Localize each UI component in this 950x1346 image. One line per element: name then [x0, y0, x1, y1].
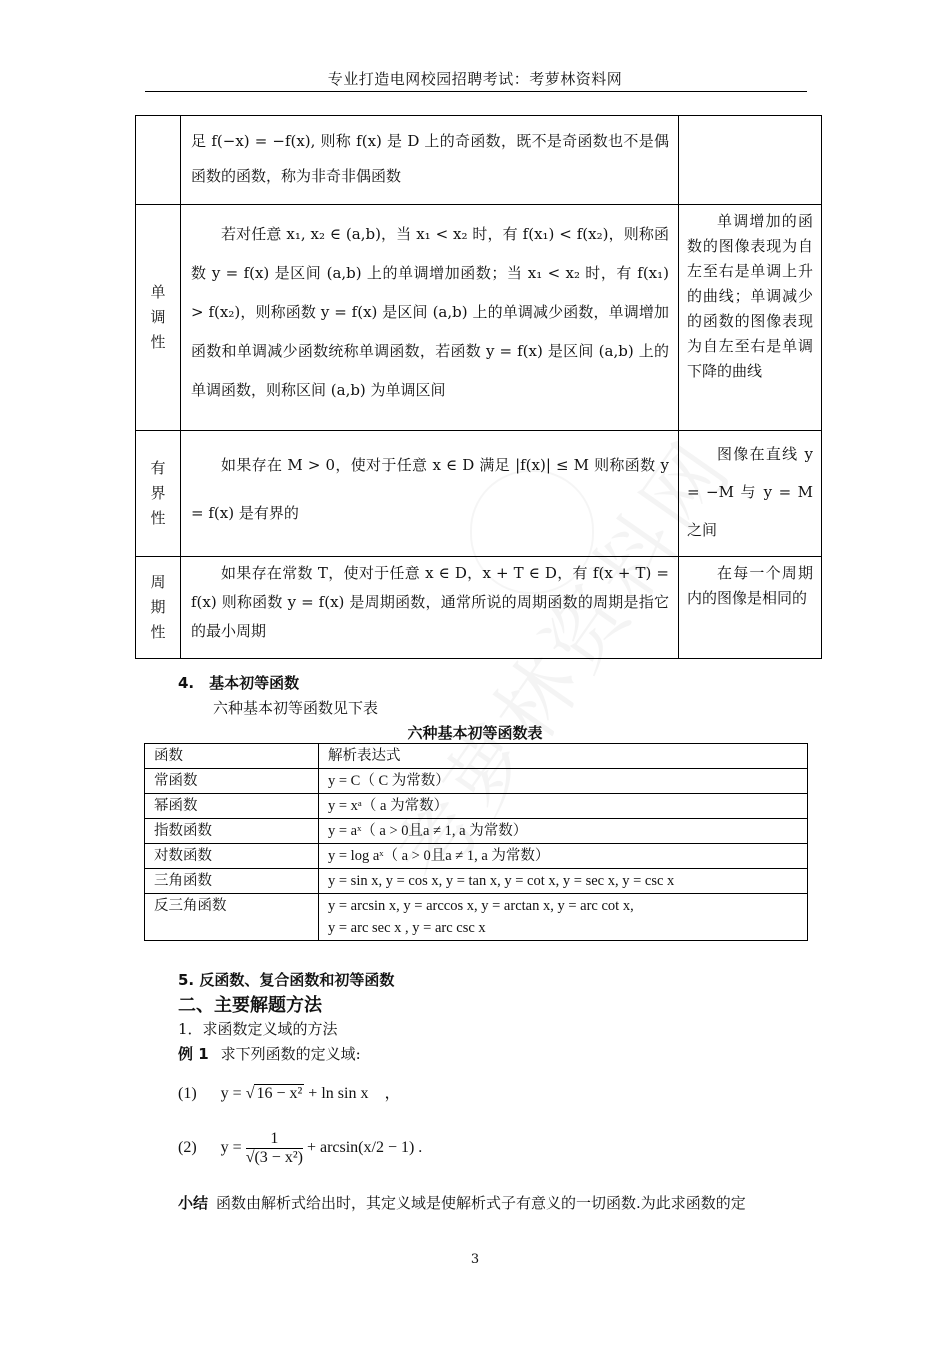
table-header-row — [145, 744, 808, 769]
function-name: 指数函数 — [145, 819, 319, 844]
example-text: 求下列函数的定义域: — [220, 1045, 361, 1063]
summary-line — [178, 1192, 813, 1213]
property-note: 图像在直线 y = −M 与 y = M 之间 — [687, 445, 813, 539]
property-label-cell — [136, 116, 181, 205]
function-expression: y = log aˣ（ a > 0且a ≠ 1, a 为常数） — [319, 844, 808, 869]
table-row — [136, 116, 822, 205]
formula-rest: + ln sin x ， — [308, 1085, 401, 1102]
elementary-functions-table — [144, 743, 808, 941]
section-heading-4: 4. 基本初等函数 — [178, 674, 300, 692]
property-definition: 若对任意 x₁, x₂ ∈ (a,b)，当 x₁ < x₂ 时，有 f(x₁) < f(x₂)，则称函数 y = f(x) 是区间 (a,b) 上的单调增加函数；当 x₁ < x₂ 时，有 f(x₁) > f(x₂)，则称函数 y = f(x) 是区间 (a,b) 上的单调减少函数，单调增加函数和单调减少函数统称单调函数，若函数 y = f(x) 是区间 (a,b) 上的单调函数，则称区间 (a,b) 为单调区间 — [191, 225, 669, 399]
formula-2 — [178, 1130, 422, 1167]
property-definition: 如果存在 M > 0，使对于任意 x ∈ D 满足 |f(x)| ≤ M 则称函数 y = f(x) 是有界的 — [191, 456, 669, 522]
table-row — [145, 769, 808, 794]
property-label: 有界性 — [150, 459, 166, 527]
section-heading-5: 5. 反函数、复合函数和初等函数 — [178, 971, 395, 989]
fraction — [246, 1130, 303, 1167]
formula-radicand: 16 − x² — [256, 1085, 303, 1102]
table-row — [136, 431, 822, 557]
summary-label: 小结 — [178, 1194, 209, 1212]
summary-text: 函数由解析式给出时，其定义域是使解析式子有意义的一切函数.为此求函数的定 — [216, 1194, 746, 1212]
page-header: 专业打造电网校园招聘考试：考萝林资料网 — [327, 70, 623, 88]
table-row — [145, 894, 808, 941]
table-row — [136, 205, 822, 431]
header-divider — [145, 91, 807, 92]
function-expression: y = arcsin x, y = arccos x, y = arctan x, y = arc cot x, — [328, 898, 634, 914]
example-label: 例 1 — [178, 1045, 209, 1063]
property-definition: 足 f(−x) = −f(x), 则称 f(x) 是 D 上的奇函数，既不是奇函数也不是偶函数的函数，称为非奇非偶函数 — [191, 132, 669, 185]
function-expression: y = sin x, y = cos x, y = tan x, y = cot x, y = sec x, y = csc x — [319, 869, 808, 894]
fraction-denominator: √(3 − x²) — [245, 1149, 303, 1166]
function-name: 三角函数 — [145, 869, 319, 894]
formula-lhs: y = — [220, 1139, 242, 1157]
table-row — [145, 794, 808, 819]
property-note-cell — [679, 431, 822, 557]
function-properties-table — [135, 115, 822, 659]
property-note-cell — [679, 557, 822, 659]
property-note-cell — [679, 116, 822, 205]
property-note: 单调增加的函数的图像表现为自左至右是单调上升的曲线；单调减少的函数的图像表现为自左至右是单调下降的曲线 — [687, 212, 813, 380]
property-definition-cell — [181, 431, 679, 557]
property-definition-cell — [181, 116, 679, 205]
property-label: 单调性 — [150, 283, 166, 351]
property-note — [679, 116, 821, 124]
formula-number: (2) — [178, 1139, 197, 1157]
property-note-cell — [679, 205, 822, 431]
example-line — [178, 1043, 361, 1064]
function-name: 幂函数 — [145, 794, 319, 819]
table-row — [136, 557, 822, 659]
function-name: 常函数 — [145, 769, 319, 794]
function-expression: y = aˣ（ a > 0且a ≠ 1, a 为常数） — [319, 819, 808, 844]
column-header: 解析表达式 — [319, 744, 808, 769]
function-expression-cell — [319, 894, 808, 941]
table-title: 六种基本初等函数表 — [407, 724, 543, 742]
table-row — [145, 819, 808, 844]
formula-rest: + arcsin(x/2 − 1) . — [306, 1139, 423, 1157]
property-note: 在每一个周期内的图像是相同的 — [687, 564, 813, 607]
property-label: 周期性 — [150, 573, 166, 641]
property-definition-cell — [181, 205, 679, 431]
property-definition-cell — [181, 557, 679, 659]
fraction-numerator: 1 — [270, 1130, 279, 1147]
page-number: 3 — [470, 1252, 480, 1267]
property-definition: 如果存在常数 T，使对于任意 x ∈ D，x + T ∈ D，有 f(x + T) = f(x) 则称函数 y = f(x) 是周期函数，通常所说的周期函数的周期是指它的最小周期 — [191, 564, 669, 640]
formula-1 — [178, 1080, 400, 1103]
method-heading: 1．求函数定义域的方法 — [178, 1020, 338, 1038]
section-intro: 六种基本初等函数见下表 — [213, 699, 379, 717]
sqrt-sign: √ — [245, 1085, 255, 1102]
property-label-cell — [136, 557, 181, 659]
formula-number: (1) — [178, 1085, 197, 1102]
table-row — [145, 869, 808, 894]
property-label-cell — [136, 205, 181, 431]
table-row — [145, 844, 808, 869]
function-expression: y = C（ C 为常数） — [319, 769, 808, 794]
formula-lhs: y = — [220, 1085, 242, 1102]
function-name: 对数函数 — [145, 844, 319, 869]
column-header: 函数 — [145, 744, 319, 769]
function-expression: y = xᵃ（ a 为常数） — [319, 794, 808, 819]
property-label-cell — [136, 431, 181, 557]
function-expression-line2: y = arc sec x , y = arc csc x — [328, 920, 486, 936]
part-heading: 二、主要解题方法 — [178, 995, 322, 1016]
function-name: 反三角函数 — [145, 894, 319, 941]
